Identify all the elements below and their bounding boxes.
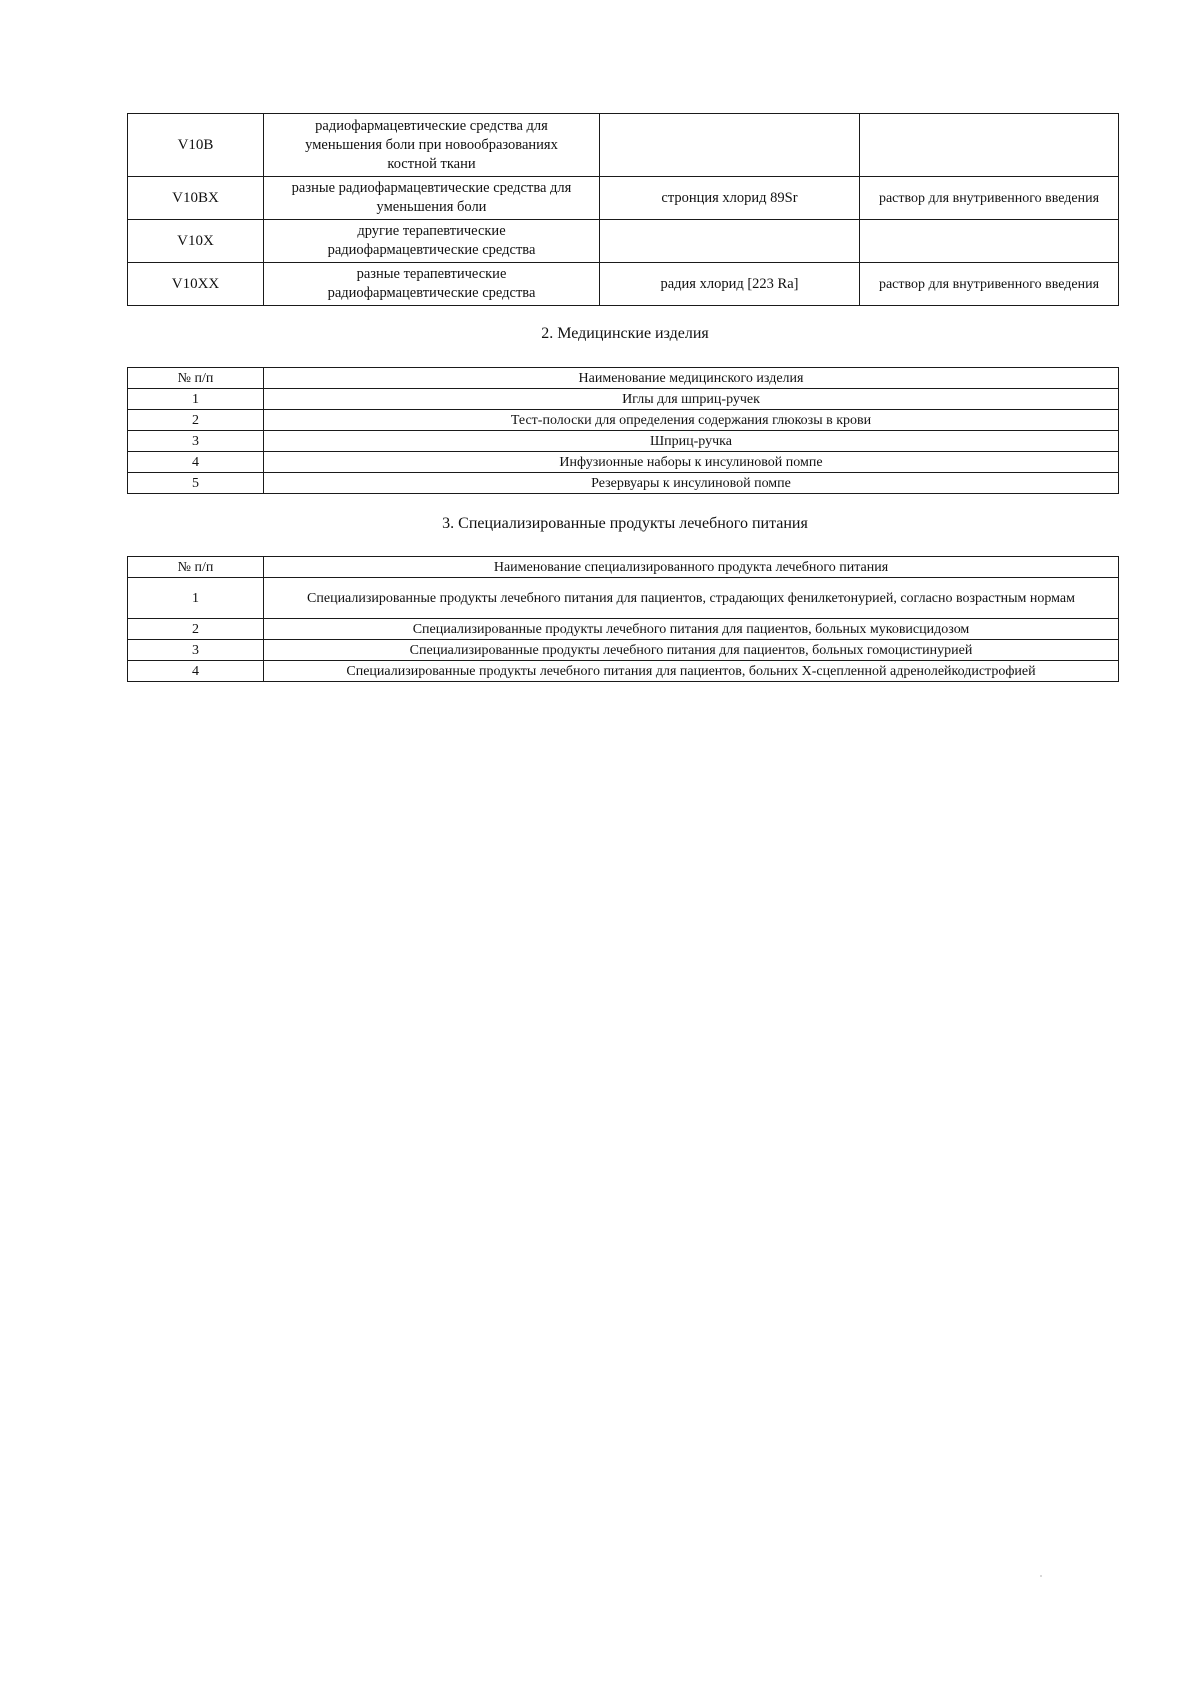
table-row [128,578,1119,619]
table-row [128,263,1119,306]
row-number: 5 [128,473,264,494]
row-number: 2 [128,410,264,431]
table-row [128,177,1119,220]
atc-group-cell: другие терапевтические радиофармацевтические средства [264,220,600,263]
product-name: Специализированные продукты лечебного питания для пациентов, больних Х-сцепленной адренолейкодистрофией [264,661,1119,682]
table-header-row [128,557,1119,578]
column-header-name: Наименование специализированного продукта лечебного питания [264,557,1119,578]
dosage-form-cell [860,220,1119,263]
row-number: 4 [128,661,264,682]
dosage-form-cell [860,114,1119,177]
row-number: 3 [128,431,264,452]
device-name: Шприц-ручка [264,431,1119,452]
device-name: Тест-полоски для определения содержания глюкозы в крови [264,410,1119,431]
nutrition-products-table [127,556,1119,682]
row-number: 1 [128,578,264,619]
table-row [128,114,1119,177]
atc-code-cell: V10XX [128,263,264,306]
atc-group-cell: разные радиофармацевтические средства для уменьшения боли [264,177,600,220]
row-number: 1 [128,389,264,410]
row-number: 4 [128,452,264,473]
table-row [128,220,1119,263]
medical-devices-table [127,367,1119,494]
substance-cell: стронция хлорид 89Sr [600,177,860,220]
table-row [128,640,1119,661]
product-name: Специализированные продукты лечебного питания для пациентов, больных гомоцистинурией [264,640,1119,661]
device-name: Иглы для шприц-ручек [264,389,1119,410]
column-header-number: № п/п [128,368,264,389]
dosage-form-cell: раствор для внутривенного введения [860,263,1119,306]
substance-cell: радия хлорид [223 Ra] [600,263,860,306]
device-name: Инфузионные наборы к инсулиновой помпе [264,452,1119,473]
table-row [128,473,1119,494]
table-row [128,661,1119,682]
row-number: 3 [128,640,264,661]
drugs-table [127,113,1119,306]
section-title-medical-devices: 2. Медицинские изделия [541,325,709,342]
atc-code-cell: V10BX [128,177,264,220]
atc-code-cell: V10B [128,114,264,177]
atc-code-cell: V10X [128,220,264,263]
table-row [128,410,1119,431]
dosage-form-cell: раствор для внутривенного введения [860,177,1119,220]
substance-cell [600,114,860,177]
atc-group-cell: разные терапевтические радиофармацевтические средства [264,263,600,306]
table-row [128,431,1119,452]
atc-group-cell: радиофармацевтические средства для уменьшения боли при новообразованиях костной ткани [264,114,600,177]
column-header-number: № п/п [128,557,264,578]
product-name: Специализированные продукты лечебного питания для пациентов, больных муковисцидозом [264,619,1119,640]
table-row [128,452,1119,473]
product-name: Специализированные продукты лечебного питания для пациентов, страдающих фенилкетонурией, согласно возрастным нормам [264,578,1119,619]
row-number: 2 [128,619,264,640]
substance-cell [600,220,860,263]
scan-artifact [1040,1575,1042,1577]
device-name: Резервуары к инсулиновой помпе [264,473,1119,494]
table-header-row [128,368,1119,389]
table-row [128,619,1119,640]
column-header-name: Наименование медицинского изделия [264,368,1119,389]
table-row [128,389,1119,410]
section-title-nutrition-products: 3. Специализированные продукты лечебного питания [442,515,808,532]
